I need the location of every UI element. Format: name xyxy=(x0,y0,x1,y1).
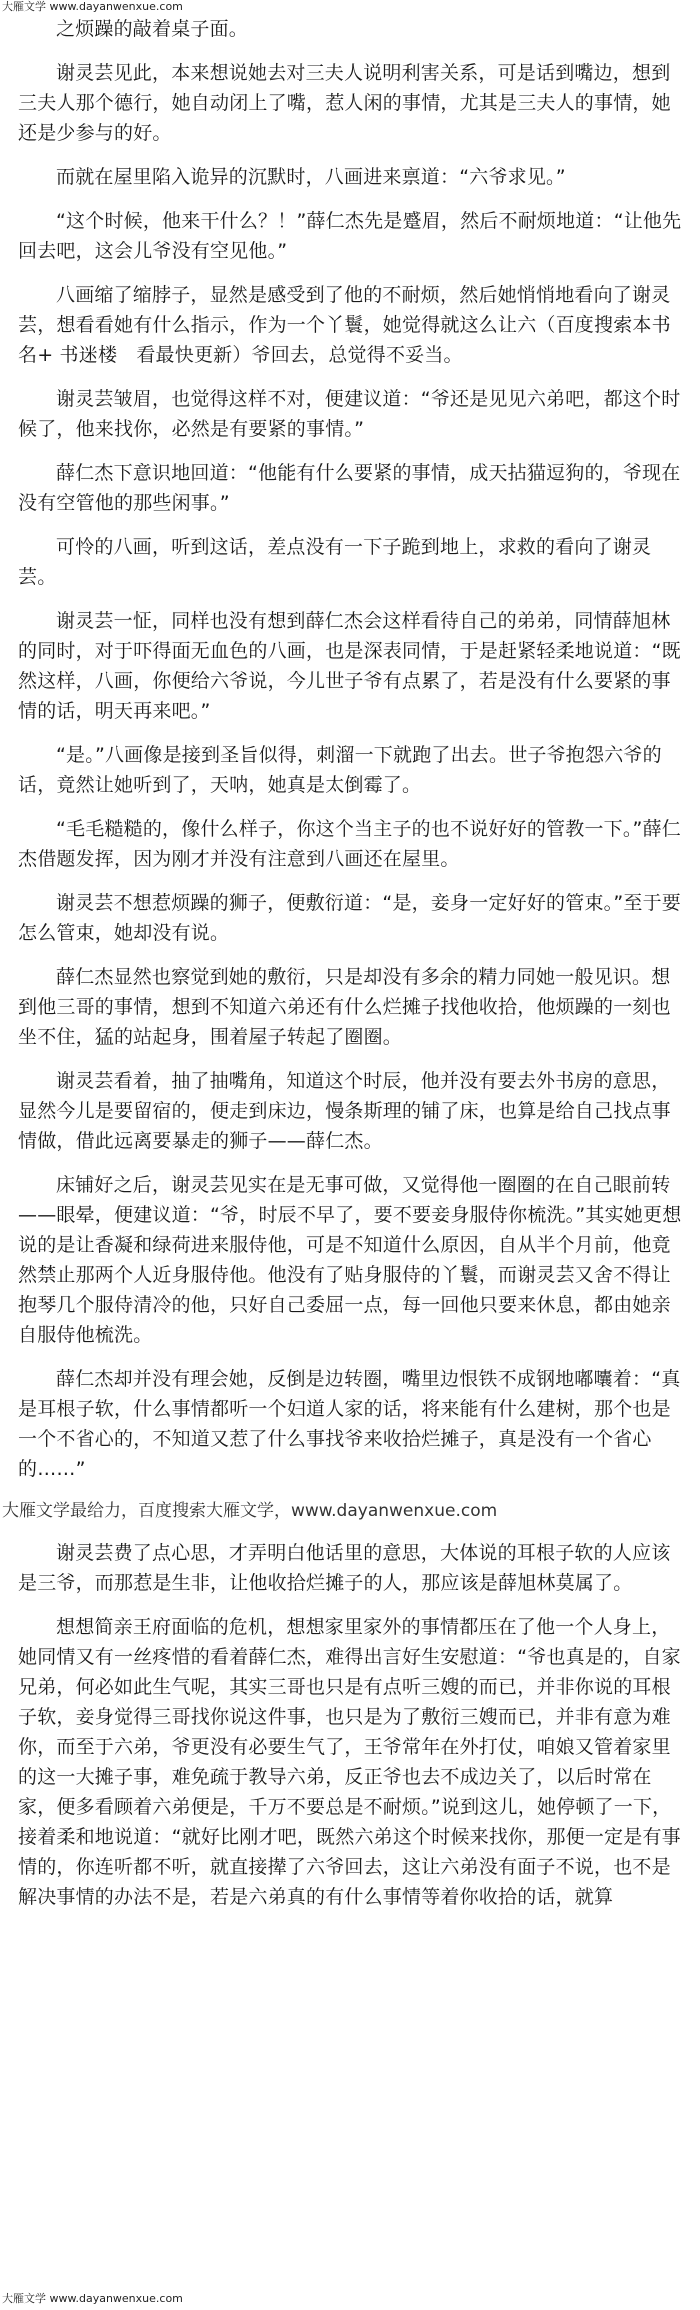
paragraph: 谢灵芸不想惹烦躁的狮子，便敷衍道：“是，妾身一定好好的管束。”至于要怎么管束，她却没有说。 xyxy=(18,892,681,944)
paragraph: “是。”八画像是接到圣旨似得，刺溜一下就跑了出去。世子爷抱怨六爷的话，竟然让她听到了，天呐，她真是太倒霉了。 xyxy=(18,744,662,796)
page-footer: 大雁文学 www.dayanwenxue.com xyxy=(2,2292,183,2305)
ad-line: 大雁文学最给力，百度搜索大雁文学，www.dayanwenxue.com xyxy=(2,1501,498,1521)
paragraph: 可怜的八画，听到这话，差点没有一下子跪到地上，求救的看向了谢灵芸。 xyxy=(18,536,652,588)
paragraph: “这个时候，他来干什么？！”薛仁杰先是蹙眉，然后不耐烦地道：“让他先回去吧，这会儿爷没有空见他。” xyxy=(18,210,682,262)
paragraph: 薛仁杰却并没有理会她，反倒是边转圈，嘴里边恨铁不成钢地嘟囔着：“真是耳根子软，什么事情都听一个妇道人家的话，将来能有什么建树，那个也是一个不省心的，不知道又惹了什么事找爷来收拾烂摊子，真是没有一个省心的……” xyxy=(18,1368,681,1480)
paragraph: 谢灵芸一怔，同样也没有想到薛仁杰会这样看待自己的弟弟，同情薛旭林的同时，对于吓得面无血色的八画，也是深表同情，于是赶紧轻柔地说道：“既然这样，八画，你便给六爷说，今儿世子爷有点累了，若是没有什么要紧的事情的话，明天再来吧。” xyxy=(18,610,681,722)
paragraph: 谢灵芸皱眉，也觉得这样不对，便建议道：“爷还是见见六弟吧，都这个时候了，他来找你，必然是有要紧的事情。” xyxy=(18,388,681,440)
chapter-body xyxy=(2,14,682,1926)
paragraph: 薛仁杰显然也察觉到她的敷衍，只是却没有多余的精力同她一般见识。想到他三哥的事情，想到不知道六弟还有什么烂摊子找他收拾，他烦躁的一刻也坐不住，猛的站起身，围着屋子转起了圈圈。 xyxy=(18,966,671,1048)
page-header: 大雁文学 www.dayanwenxue.com xyxy=(2,0,183,13)
paragraph: 之烦躁的敲着桌子面。 xyxy=(56,18,249,40)
paragraph: 谢灵芸看着，抽了抽嘴角，知道这个时辰，他并没有要去外书房的意思，显然今儿是要留宿的，便走到床边，慢条斯理的铺了床，也算是给自己找点事情做，借此远离要暴走的狮子——薛仁杰。 xyxy=(18,1070,671,1152)
paragraph: 八画缩了缩脖子，显然是感受到了他的不耐烦，然后她悄悄地看向了谢灵芸，想看看她有什么指示，作为一个丫鬟，她觉得就这么让六（百度搜索本书名+ 书迷楼 看最快更新）爷回去，总觉得不妥当。 xyxy=(18,284,671,366)
paragraph: 谢灵芸费了点心思，才弄明白他话里的意思，大体说的耳根子软的人应该是三爷，而那惹是生非，让他收拾烂摊子的人，那应该是薛旭林莫属了。 xyxy=(18,1542,671,1594)
paragraph: 床铺好之后，谢灵芸见实在是无事可做，又觉得他一圈圈的在自己眼前转——眼晕，便建议道：“爷，时辰不早了，要不要妾身服侍你梳洗。”其实她更想说的是让香凝和绿荷进来服侍他，可是不知道什么原因，自从半个月前，他竟然禁止那两个人近身服侍他。他没有了贴身服侍的丫鬟，而谢灵芸又舍不得让抱琴几个服侍清冷的他，只好自己委屈一点，每一回他只要来休息，都由她亲自服侍他梳洗。 xyxy=(18,1174,682,1346)
paragraph: “毛毛糙糙的，像什么样子，你这个当主子的也不说好好的管教一下。”薛仁杰借题发挥，因为刚才并没有注意到八画还在屋里。 xyxy=(18,818,681,870)
paragraph: 薛仁杰下意识地回道：“他能有什么要紧的事情，成天拈猫逗狗的，爷现在没有空管他的那些闲事。” xyxy=(18,462,681,514)
paragraph: 谢灵芸见此，本来想说她去对三夫人说明利害关系，可是话到嘴边，想到三夫人那个德行，她自动闭上了嘴，惹人闲的事情，尤其是三夫人的事情，她还是少参与的好。 xyxy=(18,62,671,144)
paragraph: 想想简亲王府面临的危机，想想家里家外的事情都压在了他一个人身上，她同情又有一丝疼惜的看着薛仁杰，难得出言好生安慰道：“爷也真是的，自家兄弟，何必如此生气呢，其实三哥也只是有点听三嫂的而已，并非你说的耳根子软，妾身觉得三哥找你说这件事，也只是为了敷衍三嫂而已，并非有意为难你，而至于六弟，爷更没有必要生气了，王爷常年在外打仗，咱娘又管着家里的这一大摊子事，难免疏于教导六弟，反正爷也去不成边关了，以后时常在家，便多看顾着六弟便是，千万不要总是不耐烦。”说到这儿，她停顿了一下，接着柔和地说道：“就好比刚才吧，既然六弟这个时候来找你，那便一定是有事情的，你连听都不听，就直接撵了六爷回去，这让六弟没有面子不说，也不是解决事情的办法不是，若是六弟真的有什么事情等着你收拾的话，就算 xyxy=(18,1616,681,1908)
paragraph: 而就在屋里陷入诡异的沉默时，八画进来禀道：“六爷求见。” xyxy=(56,166,566,188)
